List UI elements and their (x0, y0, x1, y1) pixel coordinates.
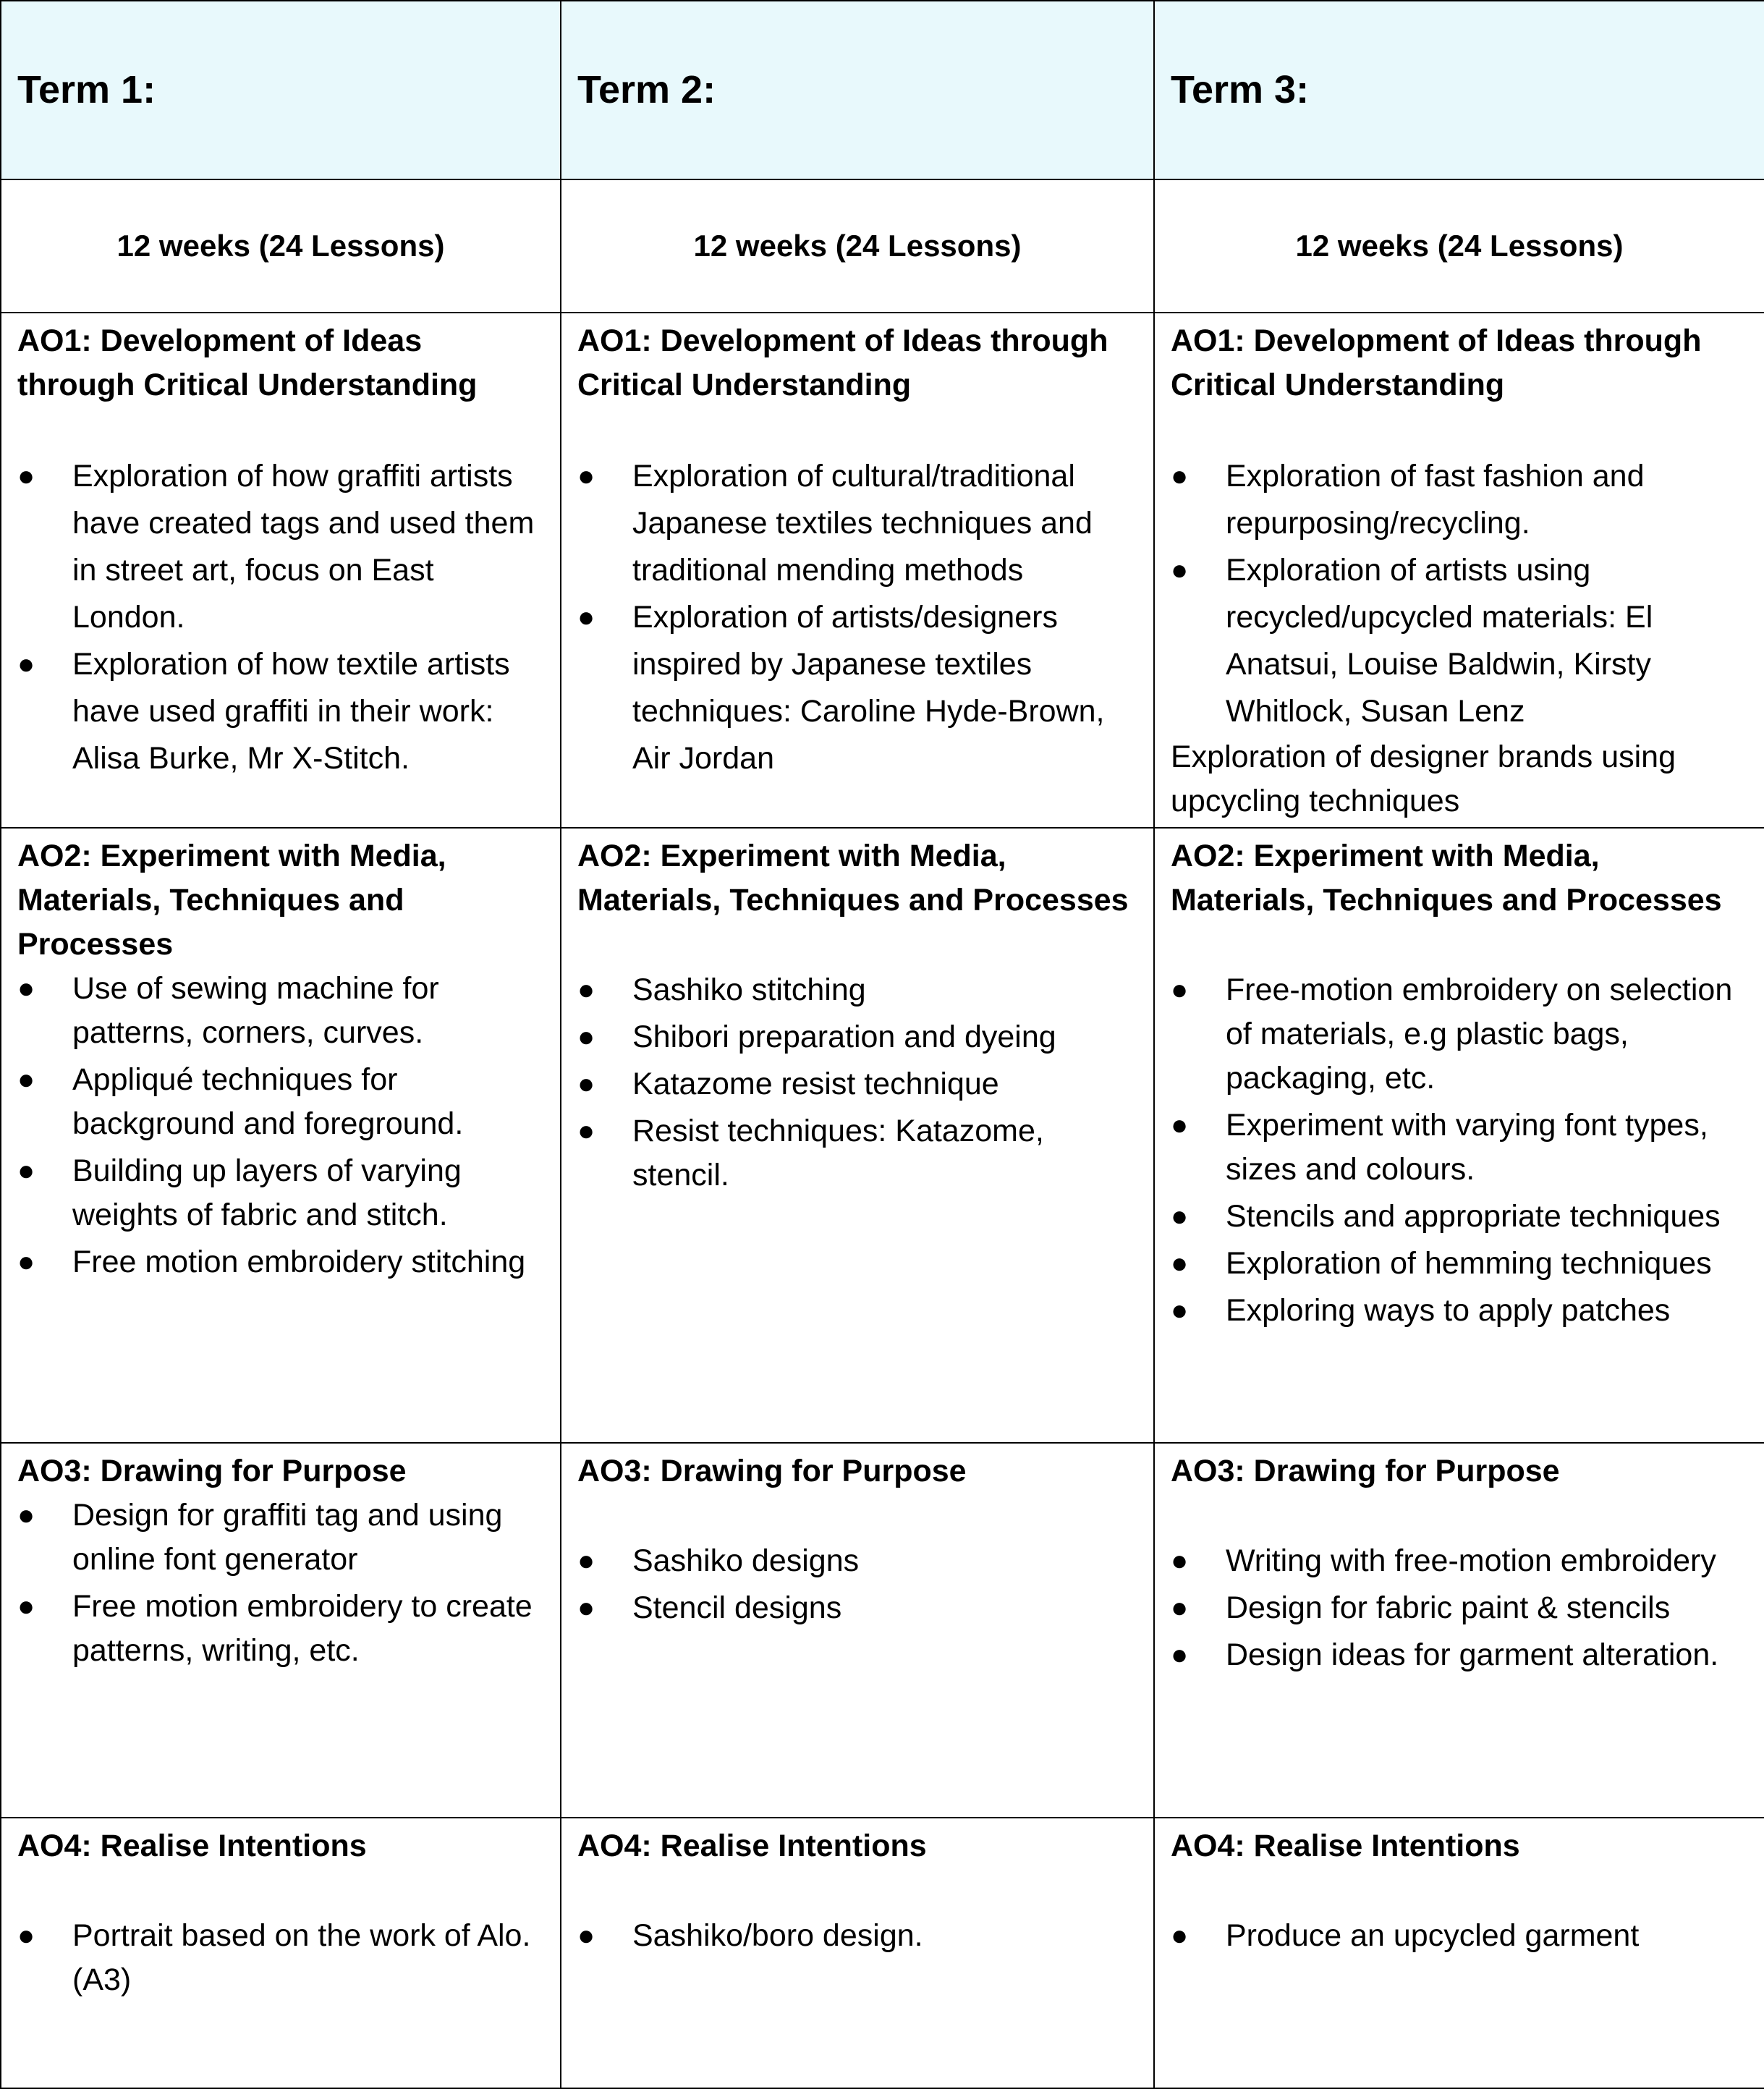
ao2-row (1, 828, 1764, 1443)
bullet-icon: ● (1171, 974, 1189, 1006)
term-2-ao3-cell (561, 1443, 1154, 1818)
list-item: ● Produce an upcycled garment (1171, 1914, 1750, 1958)
term-1-ao4-cell (1, 1818, 561, 2088)
term-2-weeks: 12 weeks (24 Lessons) (693, 229, 1022, 263)
bullet-icon: ● (577, 460, 595, 492)
term-1-ao4-heading: AO4: Realise Intentions (17, 1829, 367, 1863)
term-3-ao1-heading: AO1: Development of Ideas through Critical Understanding (1171, 323, 1702, 402)
term-3-ao4-heading: AO4: Realise Intentions (1171, 1829, 1520, 1863)
term-2-title: Term 2: (577, 67, 716, 111)
bullet-icon: ● (17, 1499, 35, 1531)
term-3-ao3-heading: AO3: Drawing for Purpose (1171, 1454, 1560, 1488)
term-2-header (561, 1, 1154, 179)
term-2-ao4-heading: AO4: Realise Intentions (577, 1829, 927, 1863)
list-item: ● Experiment with varying font types, sizes and colours. (1171, 1103, 1750, 1192)
list-item: ● Design ideas for garment alteration. (1171, 1633, 1750, 1677)
list-item: ● Design for fabric paint & stencils (1171, 1586, 1750, 1630)
term-3-weeks: 12 weeks (24 Lessons) (1295, 229, 1624, 263)
term-2-ao2-cell (561, 828, 1154, 1443)
term-3-ao1-cell (1154, 313, 1764, 828)
term-1-ao1-cell (1, 313, 561, 828)
bullet-icon: ● (1171, 1247, 1189, 1279)
term-3-weeks-cell (1154, 179, 1764, 313)
list-item: ● Exploration of how graffiti artists have created tags and used them in street art, focus on East London. (17, 453, 546, 641)
term-1-weeks-cell (1, 179, 561, 313)
bullet-icon: ● (577, 1920, 595, 1952)
bullet-icon: ● (17, 460, 35, 492)
list-item: ● Portrait based on the work of Alo. (A3) (17, 1914, 546, 2002)
bullet-icon: ● (577, 1545, 595, 1577)
list-item: ● Sashiko designs (577, 1539, 1139, 1583)
list-item: ● Writing with free-motion embroidery (1171, 1539, 1750, 1583)
bullet-icon: ● (1171, 1592, 1189, 1624)
term-2-ao2-heading: AO2: Experiment with Media, Materials, Techniques and Processes (577, 839, 1129, 918)
bullet-icon: ● (17, 1920, 35, 1952)
bullet-icon: ● (1171, 1200, 1189, 1232)
term-1-title: Term 1: (17, 67, 156, 111)
bullet-icon: ● (577, 1115, 595, 1147)
bullet-icon: ● (17, 1246, 35, 1278)
bullet-icon: ● (1171, 1294, 1189, 1326)
term-1-ao3-cell (1, 1443, 561, 1818)
term-3-title: Term 3: (1171, 67, 1310, 111)
list-item: ● Katazome resist technique (577, 1062, 1139, 1106)
bullet-icon: ● (1171, 1639, 1189, 1671)
term-1-ao3-heading: AO3: Drawing for Purpose (17, 1454, 407, 1488)
term-2-ao1-cell (561, 313, 1154, 828)
list-item: ● Exploration of how textile artists have used graffiti in their work: Alisa Burke, Mr X-Stitch. (17, 641, 546, 782)
bullet-icon: ● (17, 1155, 35, 1187)
list-item: ● Stencils and appropriate techniques (1171, 1195, 1750, 1239)
ao4-row (1, 1818, 1764, 2088)
term-1-ao1-heading: AO1: Development of Ideas through Critical Understanding (17, 323, 478, 402)
list-item: ● Sashiko stitching (577, 968, 1139, 1012)
bullet-icon: ● (17, 973, 35, 1004)
list-item: ● Appliqué techniques for background and foreground. (17, 1058, 546, 1146)
list-item: ● Stencil designs (577, 1586, 1139, 1630)
bullet-icon: ● (577, 1592, 595, 1624)
weeks-row (1, 179, 1764, 313)
list-item: ● Exploration of fast fashion and repurposing/recycling. (1171, 453, 1750, 547)
list-item: ● Shibori preparation and dyeing (577, 1015, 1139, 1059)
list-item: ● Sashiko/boro design. (577, 1914, 1139, 1958)
list-item: ● Design for graffiti tag and using online font generator (17, 1493, 546, 1582)
ao1-row (1, 313, 1764, 828)
ao3-row (1, 1443, 1764, 1818)
term-1-header (1, 1, 561, 179)
bullet-icon: ● (1171, 554, 1189, 586)
term-1-weeks: 12 weeks (24 Lessons) (116, 229, 445, 263)
term-1-ao2-cell (1, 828, 561, 1443)
bullet-icon: ● (1171, 1109, 1189, 1141)
bullet-icon: ● (577, 1068, 595, 1100)
term-3-ao2-cell (1154, 828, 1764, 1443)
term-2-ao4-cell (561, 1818, 1154, 2088)
list-item: ● Free-motion embroidery on selection of materials, e.g plastic bags, packaging, etc. (1171, 968, 1750, 1101)
term-2-ao3-heading: AO3: Drawing for Purpose (577, 1454, 967, 1488)
bullet-icon: ● (1171, 1920, 1189, 1952)
term-3-ao1-note: Exploration of designer brands using upcycling techniques (1171, 740, 1676, 818)
list-item: ● Exploration of artists using recycled/upcycled materials: El Anatsui, Louise Baldwin, Kirsty Whitlock, Susan Lenz (1171, 547, 1750, 735)
list-item: ● Free motion embroidery stitching (17, 1240, 546, 1284)
term-3-ao2-heading: AO2: Experiment with Media, Materials, Techniques and Processes (1171, 839, 1722, 918)
bullet-icon: ● (577, 601, 595, 633)
bullet-icon: ● (577, 1021, 595, 1053)
term-1-ao2-heading: AO2: Experiment with Media, Materials, Techniques and Processes (17, 839, 446, 962)
term-3-ao4-cell (1154, 1818, 1764, 2088)
list-item: ● Exploration of hemming techniques (1171, 1242, 1750, 1286)
bullet-icon: ● (577, 974, 595, 1006)
term-header-row (1, 1, 1764, 179)
bullet-icon: ● (17, 1590, 35, 1622)
bullet-icon: ● (1171, 1545, 1189, 1577)
term-3-ao3-cell (1154, 1443, 1764, 1818)
term-2-weeks-cell (561, 179, 1154, 313)
list-item: ● Resist techniques: Katazome, stencil. (577, 1109, 1139, 1198)
bullet-icon: ● (1171, 460, 1189, 492)
term-2-ao1-heading: AO1: Development of Ideas through Critical Understanding (577, 323, 1108, 402)
list-item: ● Exploration of cultural/traditional Japanese textiles techniques and traditional mending methods (577, 453, 1139, 594)
list-item: ● Exploring ways to apply patches (1171, 1289, 1750, 1333)
list-item: ● Building up layers of varying weights of fabric and stitch. (17, 1149, 546, 1237)
list-item: ● Exploration of artists/designers inspired by Japanese textiles techniques: Caroline Hyde-Brown, Air Jordan (577, 594, 1139, 782)
list-item: ● Use of sewing machine for patterns, corners, curves. (17, 967, 546, 1055)
bullet-icon: ● (17, 648, 35, 680)
bullet-icon: ● (17, 1064, 35, 1096)
term-3-header (1154, 1, 1764, 179)
list-item: ● Free motion embroidery to create patterns, writing, etc. (17, 1585, 546, 1673)
